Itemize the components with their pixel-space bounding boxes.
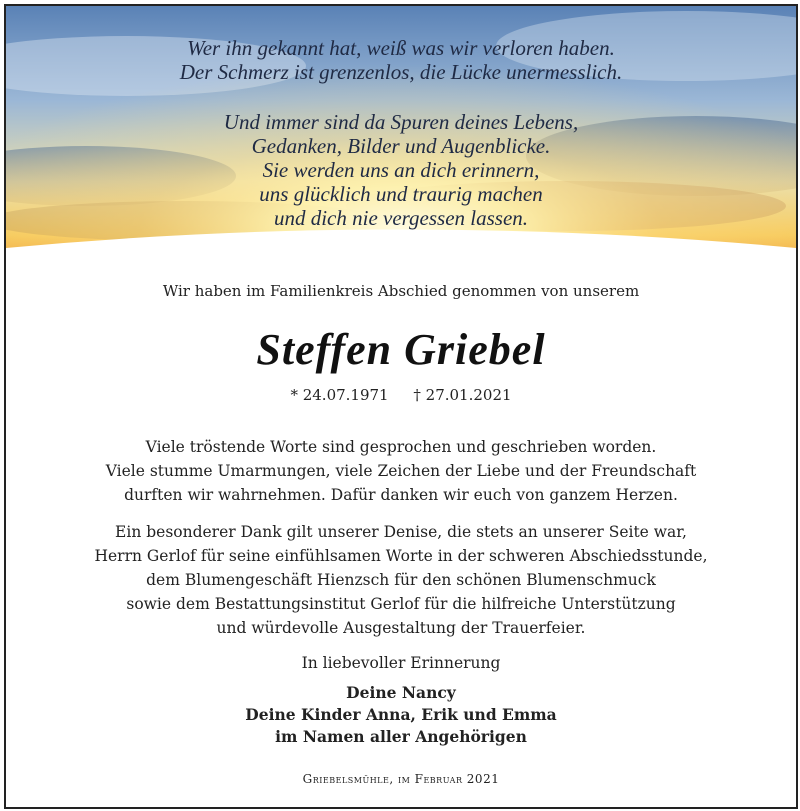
poem-stanza-1 [6,36,796,84]
signers [6,682,796,748]
text-line: Ein besonderer Dank gilt unserer Denise, die stets an unserer Seite war, [115,523,687,541]
signer-line: Deine Nancy [346,683,456,702]
poem-stanza-2 [6,110,796,230]
life-dates [6,386,796,404]
poem-line: Sie werden uns an dich erinnern, [262,158,540,182]
text-line: Viele stumme Umarmungen, viele Zeichen der Liebe und der Freundschaft [105,462,697,480]
death-date: † 27.01.2021 [413,386,512,404]
thanks-paragraph-1 [6,435,796,507]
poem-line: Gedanken, Bilder und Augenblicke. [251,134,551,158]
text-line: sowie dem Bestattungsinstitut Gerlof für die hilfreiche Unterstützung [126,595,676,613]
text-line: und würdevolle Ausgestaltung der Trauerfeier. [216,619,586,637]
signer-line: Deine Kinder Anna, Erik und Emma [245,705,557,724]
poem-line: Und immer sind da Spuren deines Lebens, [223,110,579,134]
text-line: dem Blumengeschäft Hienzsch für den schönen Blumenschmuck [146,571,656,589]
text-line: Herrn Gerlof für seine einfühlsamen Worte in der schweren Abschiedsstunde, [94,547,708,565]
birth-date: * 24.07.1971 [290,386,389,404]
deceased-name: Steffen Griebel [256,325,546,374]
intro-text: Wir haben im Familienkreis Abschied genommen von unserem [162,282,640,300]
signer-line: im Namen aller Angehörigen [275,727,527,746]
poem-line: Der Schmerz ist grenzenlos, die Lücke unermesslich. [179,60,623,84]
place-and-date: Griebelsmühle, im Februar 2021 [302,772,500,786]
poem-line: und dich nie vergessen lassen. [273,206,529,230]
obituary-frame [4,4,798,809]
thanks-paragraph-2 [6,520,796,640]
poem-line: uns glücklich und traurig machen [259,182,543,206]
poem-line: Wer ihn gekannt hat, weiß was wir verloren haben. [187,36,615,60]
text-line: Viele tröstende Worte sind gesprochen und geschrieben worden. [145,438,657,456]
text-line: durften wir wahrnehmen. Dafür danken wir euch von ganzem Herzen. [124,486,678,504]
closing-phrase: In liebevoller Erinnerung [301,654,501,672]
